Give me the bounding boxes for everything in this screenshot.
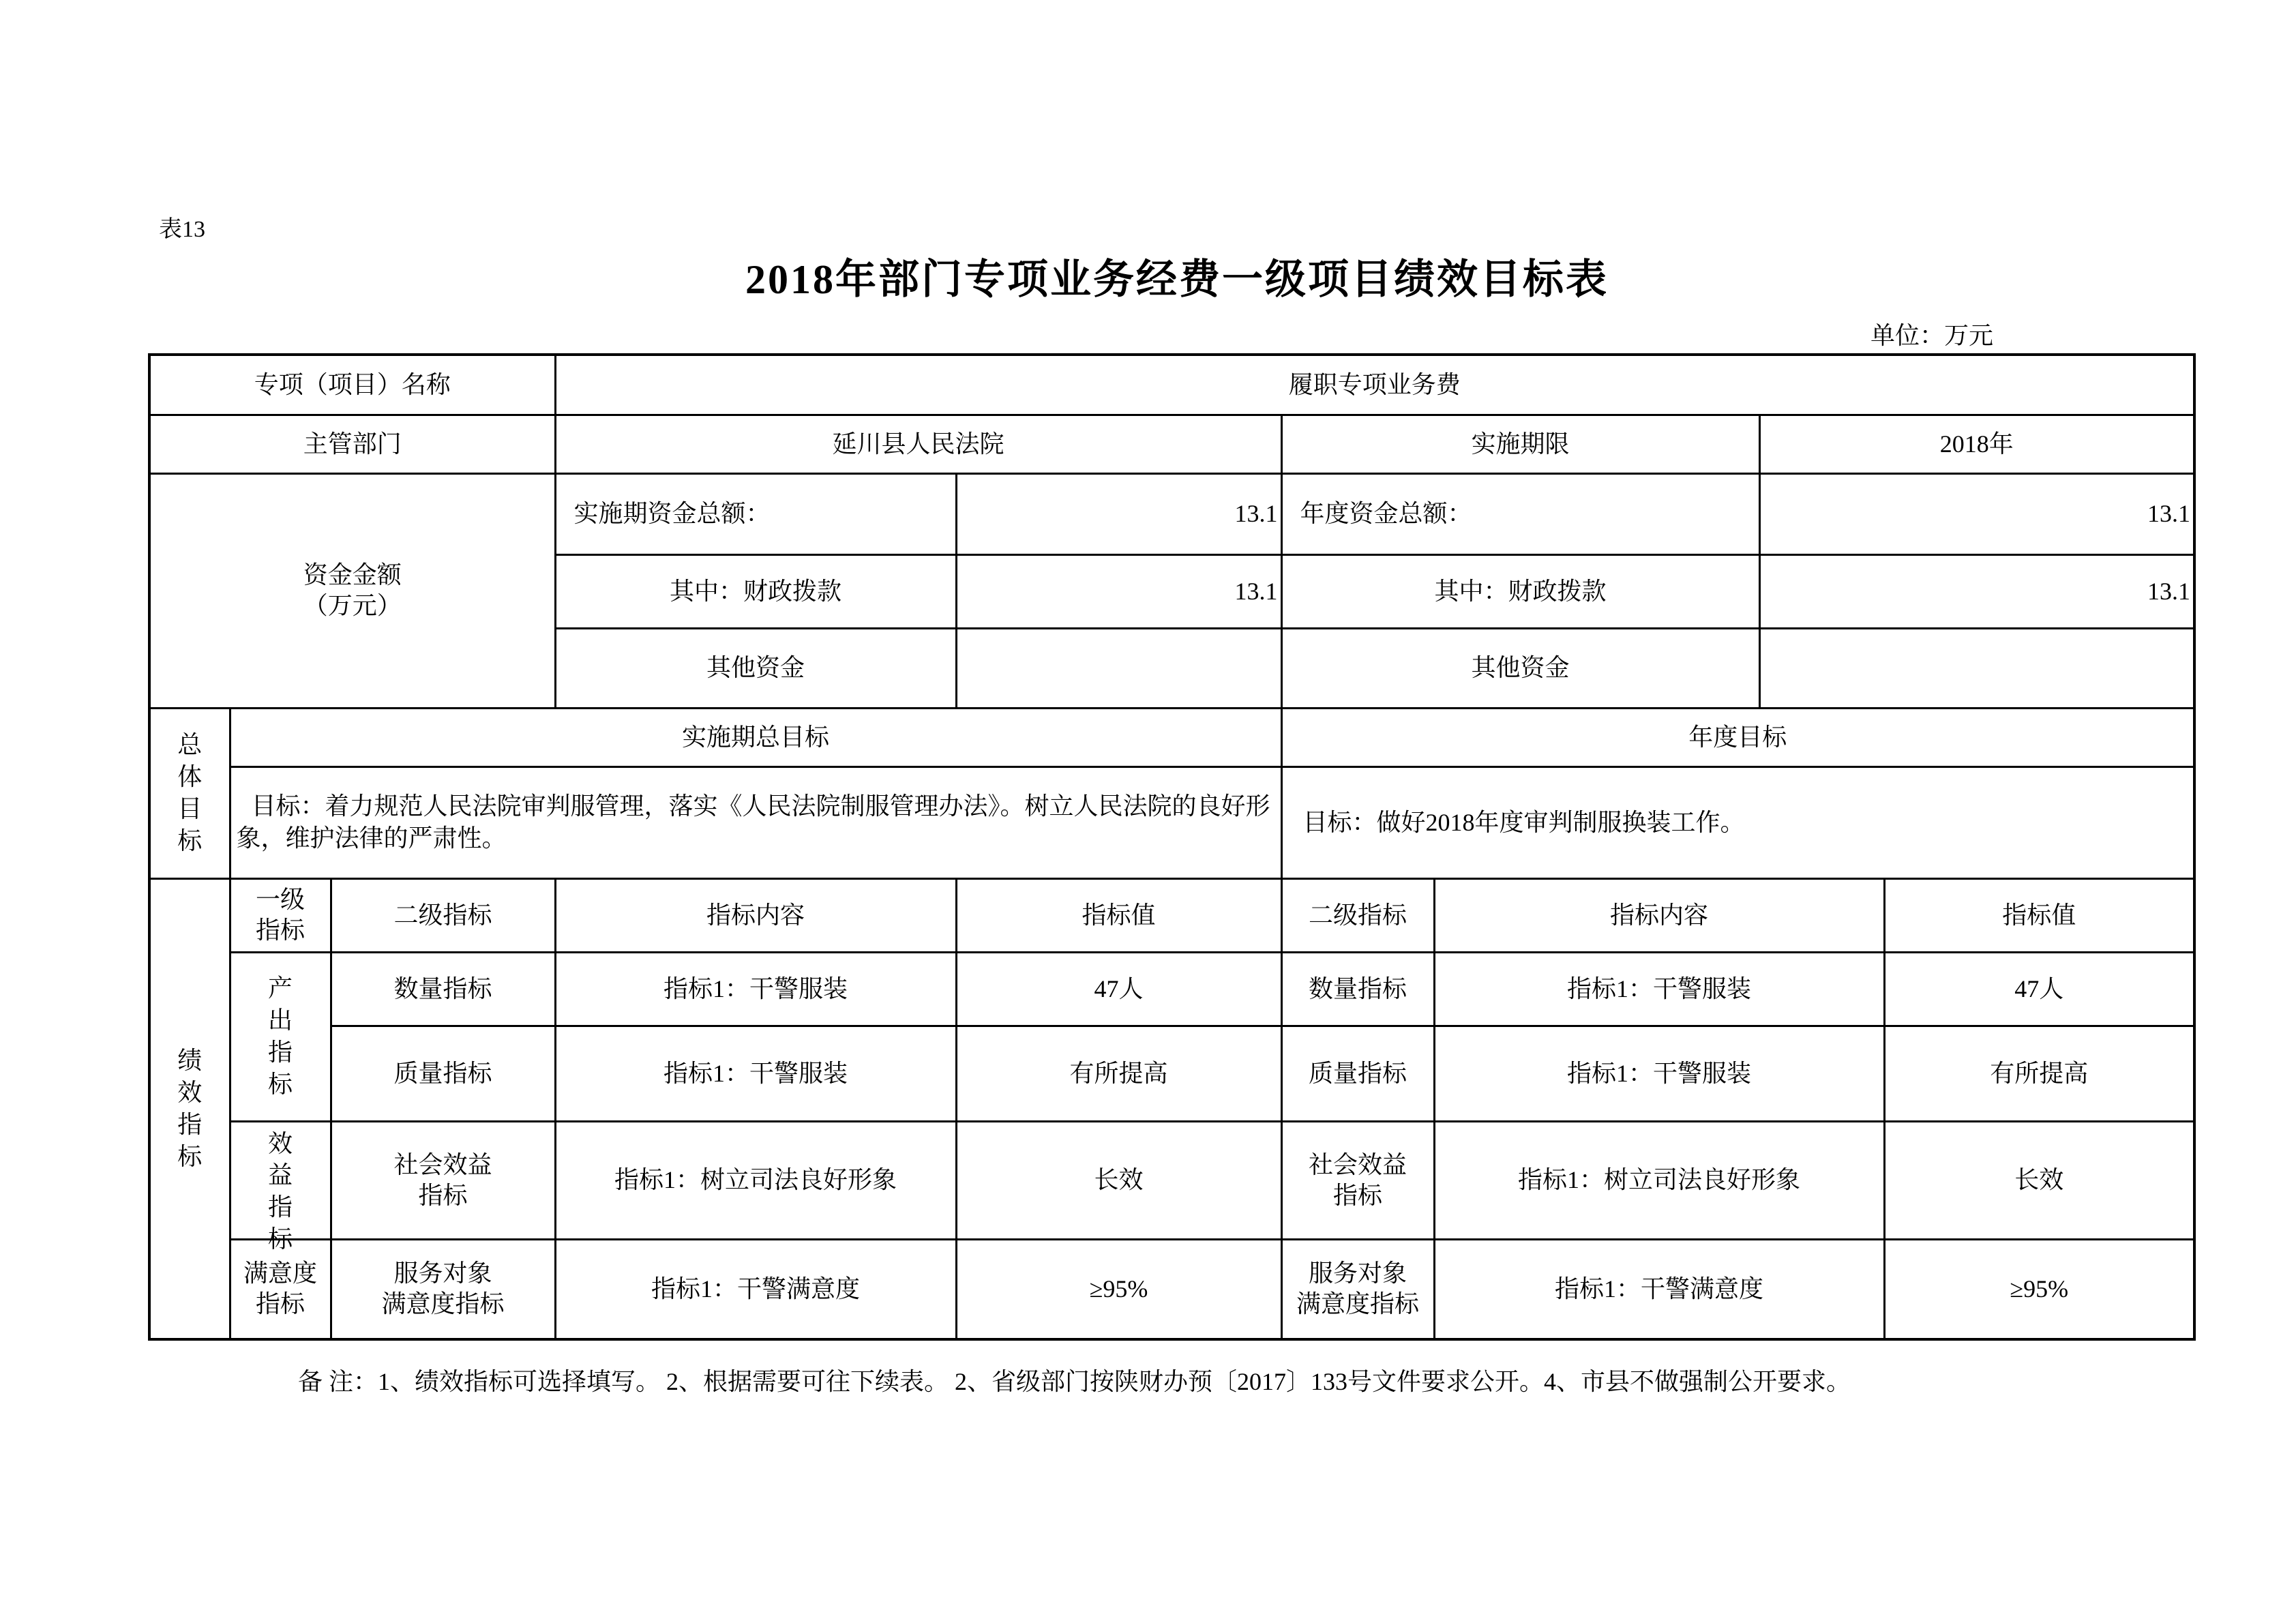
content-cell-right xyxy=(1434,1026,1884,1121)
value-cell xyxy=(956,1239,1281,1339)
annual-fiscal-value-text: 13.1 xyxy=(2147,577,2191,605)
period-other-label-text: 其他资金 xyxy=(706,654,805,681)
overall-goal-row xyxy=(149,766,2194,878)
department-label xyxy=(149,415,555,473)
level2-text-line2: 指标 xyxy=(418,1181,468,1209)
annual-other-value xyxy=(1759,628,2194,708)
level2-cell-right xyxy=(1281,952,1434,1026)
level2-text-right-line2: 满意度指标 xyxy=(1296,1290,1420,1318)
performance-target-table xyxy=(148,353,2196,1341)
value-header-right-text: 指标值 xyxy=(2002,901,2076,929)
level1-header-line2: 指标 xyxy=(255,917,305,944)
content-text: 指标1：干警满意度 xyxy=(651,1275,861,1302)
satisfaction-label-line1: 满意度 xyxy=(243,1260,317,1287)
indicators-label-text: 绩效指标 xyxy=(177,1047,203,1170)
content-cell xyxy=(555,1121,956,1239)
annual-total-label xyxy=(1281,473,1759,554)
value-text-right: 长效 xyxy=(2014,1166,2064,1193)
output-indicator-label xyxy=(230,952,331,1121)
page-title: 2018年部门专项业务经费一级项目绩效目标表 xyxy=(745,257,1609,302)
annual-other-label-text: 其他资金 xyxy=(1471,654,1570,681)
content-cell-right xyxy=(1434,1239,1884,1339)
funds-label xyxy=(149,473,555,708)
table-row xyxy=(149,1026,2194,1121)
value-cell-right xyxy=(1884,1121,2194,1239)
content-text-right: 指标1：干警服装 xyxy=(1567,1059,1752,1087)
period-goal xyxy=(230,766,1281,878)
level2-text-right-line2: 指标 xyxy=(1333,1181,1383,1209)
annual-fiscal-label-text: 其中：财政拨款 xyxy=(1434,577,1607,605)
level2-text-line1: 服务对象 xyxy=(393,1260,492,1287)
indicators-label xyxy=(149,878,230,1339)
department-row xyxy=(149,415,2194,473)
content-cell-right xyxy=(1434,952,1884,1026)
content-cell xyxy=(555,1026,956,1121)
level2-cell xyxy=(331,1026,555,1121)
overall-goal-label-text: 总体目标 xyxy=(177,731,203,854)
satisfaction-label-line2: 指标 xyxy=(255,1290,305,1318)
period-total-value xyxy=(956,473,1281,554)
level2-text: 数量指标 xyxy=(393,974,492,1002)
annual-goal xyxy=(1281,766,2194,878)
level2-header-right xyxy=(1281,878,1434,952)
period-goal-header xyxy=(230,708,1281,766)
table-number: 表13 xyxy=(159,217,205,242)
annual-goal-header xyxy=(1281,708,2194,766)
level2-cell-right xyxy=(1281,1026,1434,1121)
footnote: 备 注：1、绩效指标可选择填写。 2、根据需要可往下续表。 2、省级部门按陕财办预〔2017〕133号文件要求公开。4、市县不做强制公开要求。 xyxy=(298,1368,1851,1395)
level2-text: 质量指标 xyxy=(393,1059,492,1087)
annual-fiscal-value xyxy=(1759,554,2194,628)
output-indicator-label-text: 产出指标 xyxy=(267,974,293,1098)
project-label xyxy=(149,355,555,415)
department-value xyxy=(555,415,1281,473)
project-value-text: 履职专项业务费 xyxy=(1288,370,1461,398)
value-header-right xyxy=(1884,878,2194,952)
level1-header xyxy=(230,878,331,952)
department-label-text: 主管部门 xyxy=(303,430,402,458)
value-header xyxy=(956,878,1281,952)
content-text-right: 指标1：干警服装 xyxy=(1567,974,1752,1002)
period-fiscal-value-text: 13.1 xyxy=(1234,577,1278,605)
content-cell-right xyxy=(1434,1121,1884,1239)
content-text: 指标1：干警服装 xyxy=(664,1059,848,1087)
period-total-label xyxy=(555,473,956,554)
value-text: 47人 xyxy=(1094,974,1144,1002)
content-header-text: 指标内容 xyxy=(706,901,805,929)
period-total-label-text: 实施期资金总额： xyxy=(573,500,771,527)
content-text-right: 指标1：干警满意度 xyxy=(1555,1275,1764,1302)
level2-text-right: 数量指标 xyxy=(1309,974,1407,1002)
level2-cell-right xyxy=(1281,1121,1434,1239)
value-header-text: 指标值 xyxy=(1082,901,1156,929)
value-cell xyxy=(956,1026,1281,1121)
annual-total-value-text: 13.1 xyxy=(2147,500,2191,527)
period-label xyxy=(1281,415,1759,473)
table-row xyxy=(149,1239,2194,1339)
funds-label-line1: 资金金额 xyxy=(303,561,402,589)
period-goal-text: 目标：着力规范人民法院审判服管理，落实《人民法院制服管理办法》。树立人民法院的良好形象，维护法律的严肃性。 xyxy=(236,792,1270,852)
period-value xyxy=(1759,415,2194,473)
value-cell-right xyxy=(1884,952,2194,1026)
project-value xyxy=(555,355,2194,415)
overall-goal-header-row xyxy=(149,708,2194,766)
level2-cell xyxy=(331,1239,555,1339)
period-total-value-text: 13.1 xyxy=(1234,500,1278,527)
value-cell xyxy=(956,952,1281,1026)
content-cell xyxy=(555,1239,956,1339)
level2-text-right-line1: 服务对象 xyxy=(1309,1260,1407,1287)
value-text: ≥95% xyxy=(1089,1275,1148,1302)
annual-total-value xyxy=(1759,473,2194,554)
value-text-right: 47人 xyxy=(2014,974,2064,1002)
level2-header-text: 二级指标 xyxy=(393,901,492,929)
funds-total-row xyxy=(149,473,2194,554)
level2-cell xyxy=(331,952,555,1026)
project-label-text: 专项（项目）名称 xyxy=(254,370,451,398)
level2-text-line2: 满意度指标 xyxy=(381,1290,505,1318)
value-cell-right xyxy=(1884,1239,2194,1339)
project-row xyxy=(149,355,2194,415)
content-text: 指标1：树立司法良好形象 xyxy=(614,1166,897,1193)
content-header-right xyxy=(1434,878,1884,952)
benefit-indicator-box xyxy=(231,1124,330,1253)
period-other-label xyxy=(555,628,956,708)
value-text-right: ≥95% xyxy=(2010,1275,2069,1302)
value-text: 长效 xyxy=(1094,1166,1144,1193)
table-row xyxy=(149,1121,2194,1239)
annual-goal-text: 目标：做好2018年度审判制服换装工作。 xyxy=(1302,808,1745,836)
content-header xyxy=(555,878,956,952)
level2-text-right-line1: 社会效益 xyxy=(1309,1150,1407,1178)
period-goal-header-text: 实施期总目标 xyxy=(682,723,830,751)
value-text: 有所提高 xyxy=(1069,1059,1168,1087)
level2-cell xyxy=(331,1121,555,1239)
content-cell xyxy=(555,952,956,1026)
content-header-right-text: 指标内容 xyxy=(1610,901,1709,929)
funds-label-line2: （万元） xyxy=(303,592,402,619)
level1-header-line1: 一级 xyxy=(255,886,305,913)
period-label-text: 实施期限 xyxy=(1471,430,1570,458)
period-fiscal-label xyxy=(555,554,956,628)
value-cell-right xyxy=(1884,1026,2194,1121)
annual-total-label-text: 年度资金总额： xyxy=(1300,500,1472,527)
benefit-indicator-label-text: 效益指标 xyxy=(267,1129,293,1253)
annual-other-label xyxy=(1281,628,1759,708)
level2-header xyxy=(331,878,555,952)
value-cell xyxy=(956,1121,1281,1239)
period-fiscal-label-text: 其中：财政拨款 xyxy=(670,577,842,605)
value-text-right: 有所提高 xyxy=(1990,1059,2089,1087)
level2-text-line1: 社会效益 xyxy=(393,1150,492,1178)
overall-goal-label xyxy=(149,708,230,878)
level2-cell-right xyxy=(1281,1239,1434,1339)
period-fiscal-value xyxy=(956,554,1281,628)
content-text: 指标1：干警服装 xyxy=(664,974,848,1002)
annual-goal-header-text: 年度目标 xyxy=(1688,723,1787,751)
benefit-indicator-label xyxy=(230,1121,331,1253)
unit-label: 单位：万元 xyxy=(1870,322,1994,349)
period-value-text: 2018年 xyxy=(1939,430,2014,458)
level2-header-right-text: 二级指标 xyxy=(1309,901,1407,929)
table-row xyxy=(149,952,2194,1026)
department-value-text: 延川县人民法院 xyxy=(832,430,1004,458)
period-other-value xyxy=(956,628,1281,708)
content-text-right: 指标1：树立司法良好形象 xyxy=(1518,1166,1801,1193)
level2-text-right: 质量指标 xyxy=(1309,1059,1407,1087)
indicator-header-row xyxy=(149,878,2194,952)
annual-fiscal-label xyxy=(1281,554,1759,628)
